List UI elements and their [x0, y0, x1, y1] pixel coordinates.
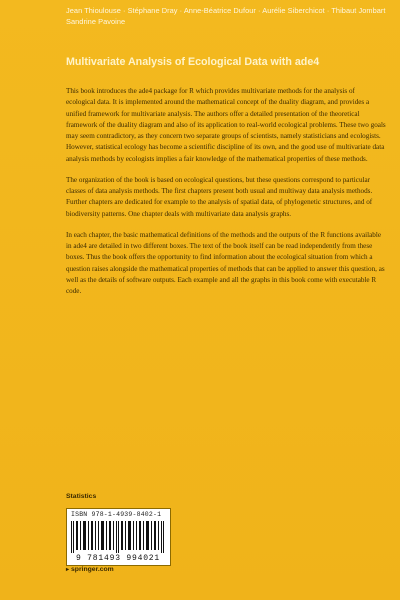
isbn-label: ISBN 978-1-4939-8402-1	[71, 511, 162, 518]
book-title: Multivariate Analysis of Ecological Data with ade4	[66, 56, 320, 68]
authors-block	[66, 5, 386, 27]
blurb-paragraph: The organization of the book is based on ecological questions, but these questions correspond to particular classes of data analysis methods. The first chapters present both usual and multiway data analysis methods. Further chapters are dedicated for example to the analysis of spatial data, of phylogenetic structures, and of biodiversity patterns. One chapter deals with multivariate data analysis graphs.	[66, 175, 373, 218]
blurb-paragraph: In each chapter, the basic mathematical definitions of the methods and the outputs of the R functions available in ade4 are detailed in two different boxes. The text of the book itself can be read independently from these boxes. Thus the book offers the opportunity to find information about the ecological situation from which a question raises alongside the mathematical properties of methods that can be applied to answer this question, as well as the details of software outputs. Each example and all the graphs in this book come with executable R code.	[66, 230, 385, 295]
arrow-icon: ▸	[66, 566, 70, 573]
authors-line: Jean Thioulouse · Stéphane Dray · Anne-Béatrice Dufour · Aurélie Siberchicot · Thibaut Jombart	[66, 6, 386, 15]
blurb-paragraph: This book introduces the ade4 package for R which provides multivariate methods for the analysis of ecological data. It is implemented around the mathematical concept of the duality diagram, and provides a unified framework for multivariate analysis. The authors offer a detailed presentation of the theoretical framework of the duality diagram and also of its application to real-world ecological problems. These two goals may seem contradictory, as they concern two separate groups of scientists, namely statisticians and ecologists. However, statistical ecology has become a scientific discipline of its own, and the good use of multivariate data analysis methods by ecologists implies a fair knowledge of the mathematical properties of these methods.	[66, 87, 386, 163]
publisher-label: springer.com	[71, 566, 114, 573]
book-blurb	[66, 86, 386, 307]
authors-line: Sandrine Pavoine	[66, 17, 126, 26]
isbn-barcode	[66, 508, 171, 566]
barcode-digits: 9 781493 994021	[75, 554, 160, 563]
publisher-link[interactable]	[66, 566, 114, 573]
subject-label: Statistics	[66, 493, 97, 500]
barcode-icon	[71, 521, 166, 553]
